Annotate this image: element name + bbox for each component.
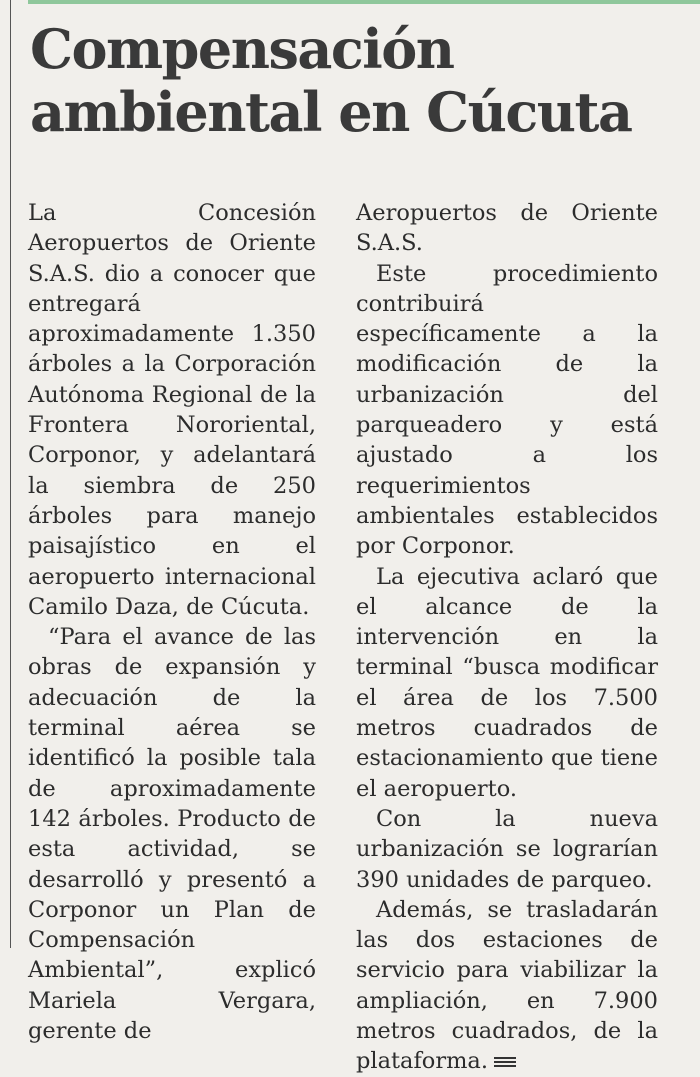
paragraph: La Concesión Aeropuertos de Oriente S.A.S. dio a conocer que entregará aproximadamente 1.350 árboles a la Corporación Autónoma Regional de la Frontera Nororiental, Corponor, y adelantará la siembra de 250 árboles para manejo paisajístico en el aeropuerto internacional Camilo Daza, de Cúcuta. xyxy=(28,200,316,620)
article-headline: Compensación ambiental en Cúcuta xyxy=(30,17,632,144)
paragraph: Con la nueva urbanización se lograrían 390 unidades de parqueo. xyxy=(356,805,658,893)
column-divider-rule xyxy=(10,0,11,948)
paragraph-text: Además, se trasladarán las dos estaciones de servicio para viabilizar la ampliación, en 7.900 metros cuadrados, de la plataforma. xyxy=(356,896,658,1075)
paragraph: La ejecutiva aclaró que el alcance de la intervención en la terminal “busca modificar el área de los 7.500 metros cuadrados de estacionamiento que tiene el aeropuerto. xyxy=(356,563,658,802)
paragraph: “Para el avance de las obras de expansión y adecuación de la terminal aérea se identificó la posible tala de aproximadamente 142 árboles. Producto de esta actividad, se desarrolló y presentó a Corponor un Plan de Compensación Ambiental”, explicó Mariela Vergara, gerente de xyxy=(28,624,316,1045)
end-of-article-icon xyxy=(494,1057,516,1067)
article-column-left xyxy=(28,198,316,1046)
paragraph: Aeropuertos de Oriente S.A.S. xyxy=(356,200,658,257)
article-column-right xyxy=(356,198,658,1077)
paragraph: Este procedimiento contribuirá específicamente a la modificación de la urbanización del parqueadero y está ajustado a los requerimientos ambientales establecidos por Corponor. xyxy=(356,260,658,560)
top-accent-rule xyxy=(28,0,700,4)
